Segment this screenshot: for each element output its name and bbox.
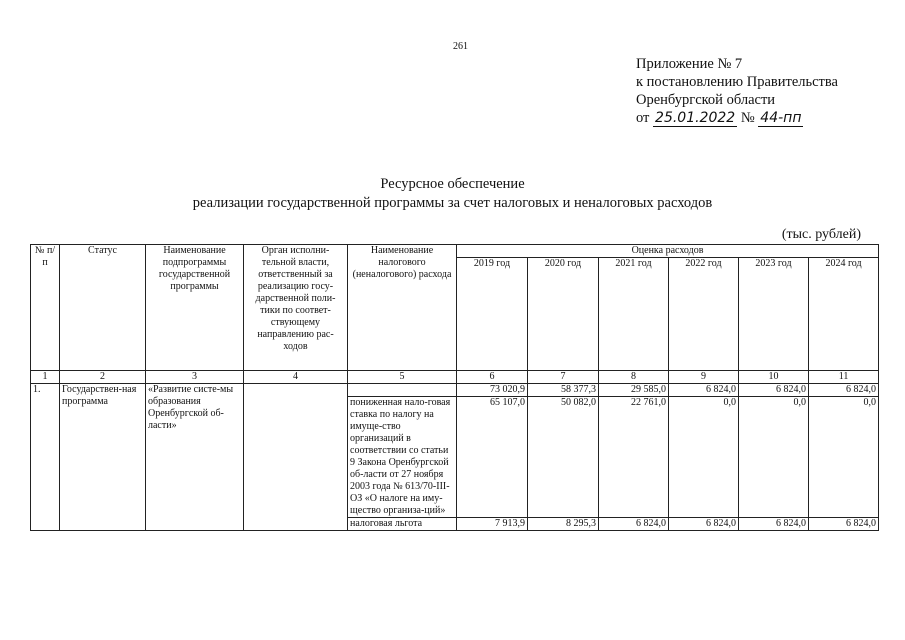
header-num: № п/п (31, 245, 60, 371)
value-cell: 6 824,0 (669, 518, 739, 531)
title-line-2: реализации государственной программы за счет налоговых и неналоговых расходов (192, 195, 713, 211)
units-label: (тыс. рублей) (781, 227, 861, 242)
header-year-2023: 2023 год (739, 258, 809, 371)
value-cell: 6 824,0 (669, 384, 739, 397)
value-cell: 6 824,0 (599, 518, 669, 531)
resource-table (30, 244, 879, 531)
column-number: 11 (809, 371, 879, 384)
header-year-2020: 2020 год (528, 258, 599, 371)
value-cell: 0,0 (809, 397, 879, 518)
header-row-1 (31, 245, 879, 258)
header-year-2022: 2022 год (669, 258, 739, 371)
value-cell: 50 082,0 (528, 397, 599, 518)
date-prefix: от (636, 110, 650, 126)
value-cell: 6 824,0 (809, 384, 879, 397)
column-number: 3 (146, 371, 244, 384)
value-cell: 6 824,0 (739, 384, 809, 397)
title-line-1: Ресурсное обеспечение (380, 176, 525, 192)
row-expense-name: пониженная нало-говая ставка по налогу на имуще-ство организаций в соответствии со статьи 9 Закона Оренбургской об-ласти от 27 ноября 2003 года № 613/70-III-ОЗ «О налоге на иму-щество организа-ций» (348, 397, 457, 518)
table-row-total (31, 384, 879, 397)
header-estimate: Оценка расходов (457, 245, 879, 258)
column-number: 5 (348, 371, 457, 384)
row-subprogram: «Развитие систе-мы образования Оренбургской об-ласти» (146, 384, 244, 531)
handwritten-date: 25.01.2022 (655, 110, 736, 126)
header-status: Статус (60, 245, 146, 371)
value-cell: 6 824,0 (739, 518, 809, 531)
column-number: 6 (457, 371, 528, 384)
page-number: 261 (453, 41, 468, 52)
column-number: 10 (739, 371, 809, 384)
value-cell: 29 585,0 (599, 384, 669, 397)
value-cell: 58 377,3 (528, 384, 599, 397)
header-organ: Орган исполни-тельной власти, ответственный за реализацию госу-дарственной поли-тики по соответ-ствующему направлению рас-ходов (244, 245, 348, 371)
column-number: 4 (244, 371, 348, 384)
row-expense-name: налоговая льгота (348, 518, 457, 531)
document-title (0, 175, 905, 213)
header-expense: Наименование налогового (неналогового) расхода (348, 245, 457, 371)
column-number-row (31, 371, 879, 384)
value-cell: 22 761,0 (599, 397, 669, 518)
column-number: 1 (31, 371, 60, 384)
column-number: 7 (528, 371, 599, 384)
header-subprogram: Наименование подпрограммы государственной программы (146, 245, 244, 371)
appendix-region: Оренбургской области (636, 92, 776, 108)
appendix-title: Приложение № 7 (636, 56, 743, 72)
header-year-2021: 2021 год (599, 258, 669, 371)
handwritten-number: 44-пп (760, 110, 802, 126)
value-cell: 7 913,9 (457, 518, 528, 531)
row-expense-empty (348, 384, 457, 397)
value-cell: 73 020,9 (457, 384, 528, 397)
appendix-date-line (636, 109, 838, 127)
row-number: 1. (31, 384, 60, 531)
column-number: 9 (669, 371, 739, 384)
header-year-2019: 2019 год (457, 258, 528, 371)
header-year-2024: 2024 год (809, 258, 879, 371)
column-number: 8 (599, 371, 669, 384)
row-status: Государствен-ная программа (60, 384, 146, 531)
number-prefix: № (740, 110, 755, 126)
value-cell: 0,0 (739, 397, 809, 518)
appendix-block (636, 55, 838, 127)
column-number: 2 (60, 371, 146, 384)
row-organ (244, 384, 348, 531)
value-cell: 6 824,0 (809, 518, 879, 531)
value-cell: 8 295,3 (528, 518, 599, 531)
value-cell: 65 107,0 (457, 397, 528, 518)
appendix-reference: к постановлению Правительства (636, 74, 838, 90)
value-cell: 0,0 (669, 397, 739, 518)
